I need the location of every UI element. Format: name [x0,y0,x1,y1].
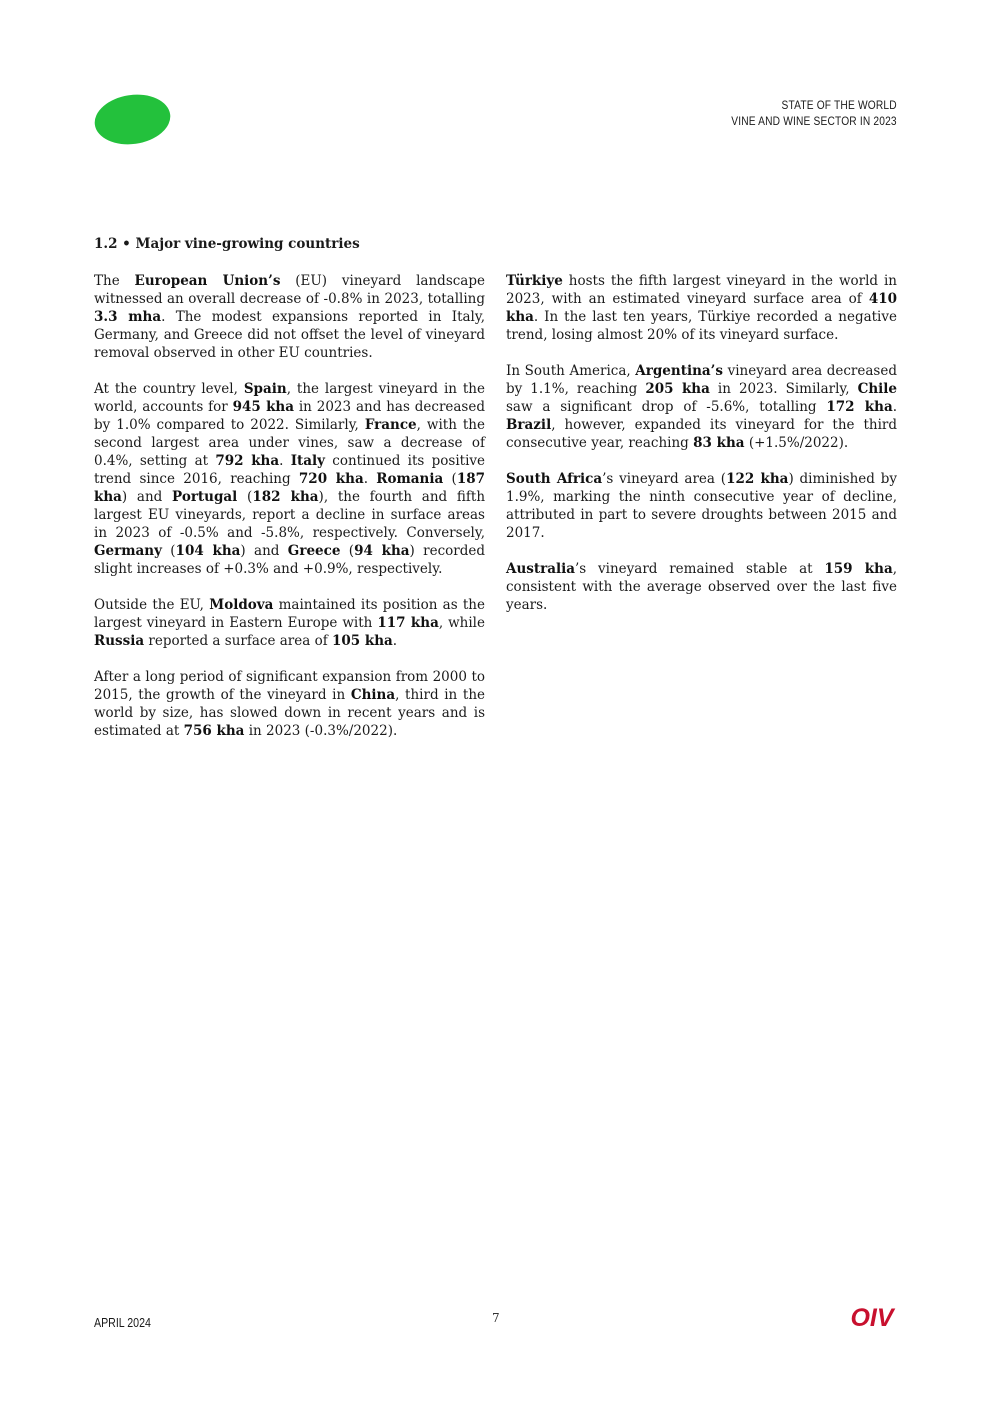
bold-term: Argentina’s [635,363,723,379]
bold-term: 172 kha [826,399,893,415]
bold-term: 104 kha [175,543,241,559]
footer-date: APRIL 2024 [94,1316,151,1330]
paragraph-country-level: At the country level, Spain, the largest vineyard in the world, accounts for 945 kha in 2023 and has decreased by 1.0% compared to 2022. Similarly, France, with the second largest area under vines, saw a decrease of 0.4%, setting at 792 kha. Italy continued its positive trend since 2016, reaching 720 kha. Romania (187 kha) and Portugal (182 kha), the fourth and fifth largest EU vineyards, report a decline in surface areas in 2023 of -0.5% and -5.8%, respectively. Conversely, Germany (104 kha) and Greece (94 kha) recorded slight increases of +0.3% and +0.9%, respectively. [94,381,486,577]
bold-term: 182 kha [252,489,319,505]
bold-term: South Africa [506,471,603,487]
bold-term: Russia [94,633,145,649]
bold-term: Australia [506,561,575,577]
paragraph-outside-eu: Outside the EU, Moldova maintained its position as the largest vineyard in Eastern Europe with 117 kha, while Russia reported a surface area of 105 kha. [94,597,485,649]
bold-term: 83 kha [693,435,745,451]
paragraph-australia: Australia’s vineyard remained stable at 159 kha, consistent with the average observed over the last five years. [506,561,897,613]
oiv-logo-text: OIV [850,1304,894,1330]
bold-term: 756 kha [183,723,245,739]
header-line-1: STATE OF THE WORLD [781,98,897,112]
bold-term: Moldova [209,597,274,613]
paragraph-china: After a long period of significant expansion from 2000 to 2015, the growth of the vineyard in China, third in the world by size, has slowed down in recent years and is estimated at 756 kha in 2023 (-0.3%/2022). [94,669,485,739]
section-title: 1.2 • Major vine-growing countries [94,236,360,252]
document-header [731,97,897,129]
bold-term: Türkiye [506,273,563,289]
bold-term: 105 kha [331,633,393,649]
bold-term: 945 kha [232,399,294,415]
green-blob-icon [94,94,171,145]
bold-term: Chile [857,381,897,397]
bold-term: European Union’s [134,273,281,289]
paragraph-eu: The European Union’s (EU) vineyard landscape witnessed an overall decrease of -0.8% in 2023, totalling 3.3 mha. The modest expansions reported in Italy, Germany, and Greece did not offset the level of vineyard removal observed in other EU countries. [94,273,485,361]
bold-term: Romania [376,471,444,487]
right-column [506,272,897,632]
bold-term: Portugal [172,489,238,505]
bold-term: 720 kha [298,471,364,487]
bold-term: 205 kha [645,381,710,397]
bold-term: Brazil [506,417,552,433]
left-column [94,272,485,758]
bold-term: Spain [243,381,287,397]
bold-term: 94 kha [354,543,410,559]
paragraph-south-africa: South Africa’s vineyard area (122 kha) diminished by 1.9%, marking the ninth consecutive year of decline, attributed in part to severe droughts between 2015 and 2017. [506,471,897,541]
bold-term: France [364,417,417,433]
bold-term: 117 kha [377,615,439,631]
bold-term: 3.3 mha [94,309,162,325]
bold-term: 792 kha [215,453,280,469]
bold-term: China [350,687,396,703]
bold-term: Italy [290,453,325,469]
paragraph-turkiye: Türkiye hosts the fifth largest vineyard in the world in 2023, with an estimated vineyard surface area of 410 kha. In the last ten years, Türkiye recorded a negative trend, losing almost 20% of its vineyard surface. [506,273,897,343]
bold-term: 187 kha [94,471,485,505]
bold-term: 159 kha [824,561,893,577]
bold-term: 122 kha [726,471,789,487]
oiv-logo [847,1304,897,1330]
bold-term: Germany [94,543,162,559]
header-line-2: VINE AND WINE SECTOR IN 2023 [731,114,897,128]
bold-term: Greece [287,543,341,559]
paragraph-south-america: In South America, Argentina’s vineyard area decreased by 1.1%, reaching 205 kha in 2023. Similarly, Chile saw a significant drop of -5.6%, totalling 172 kha. Brazil, however, expanded its vineyard for the third consecutive year, reaching 83 kha (+1.5%/2022). [506,363,897,451]
bold-term: 410 kha [506,291,897,325]
page-number: 7 [492,1311,500,1325]
